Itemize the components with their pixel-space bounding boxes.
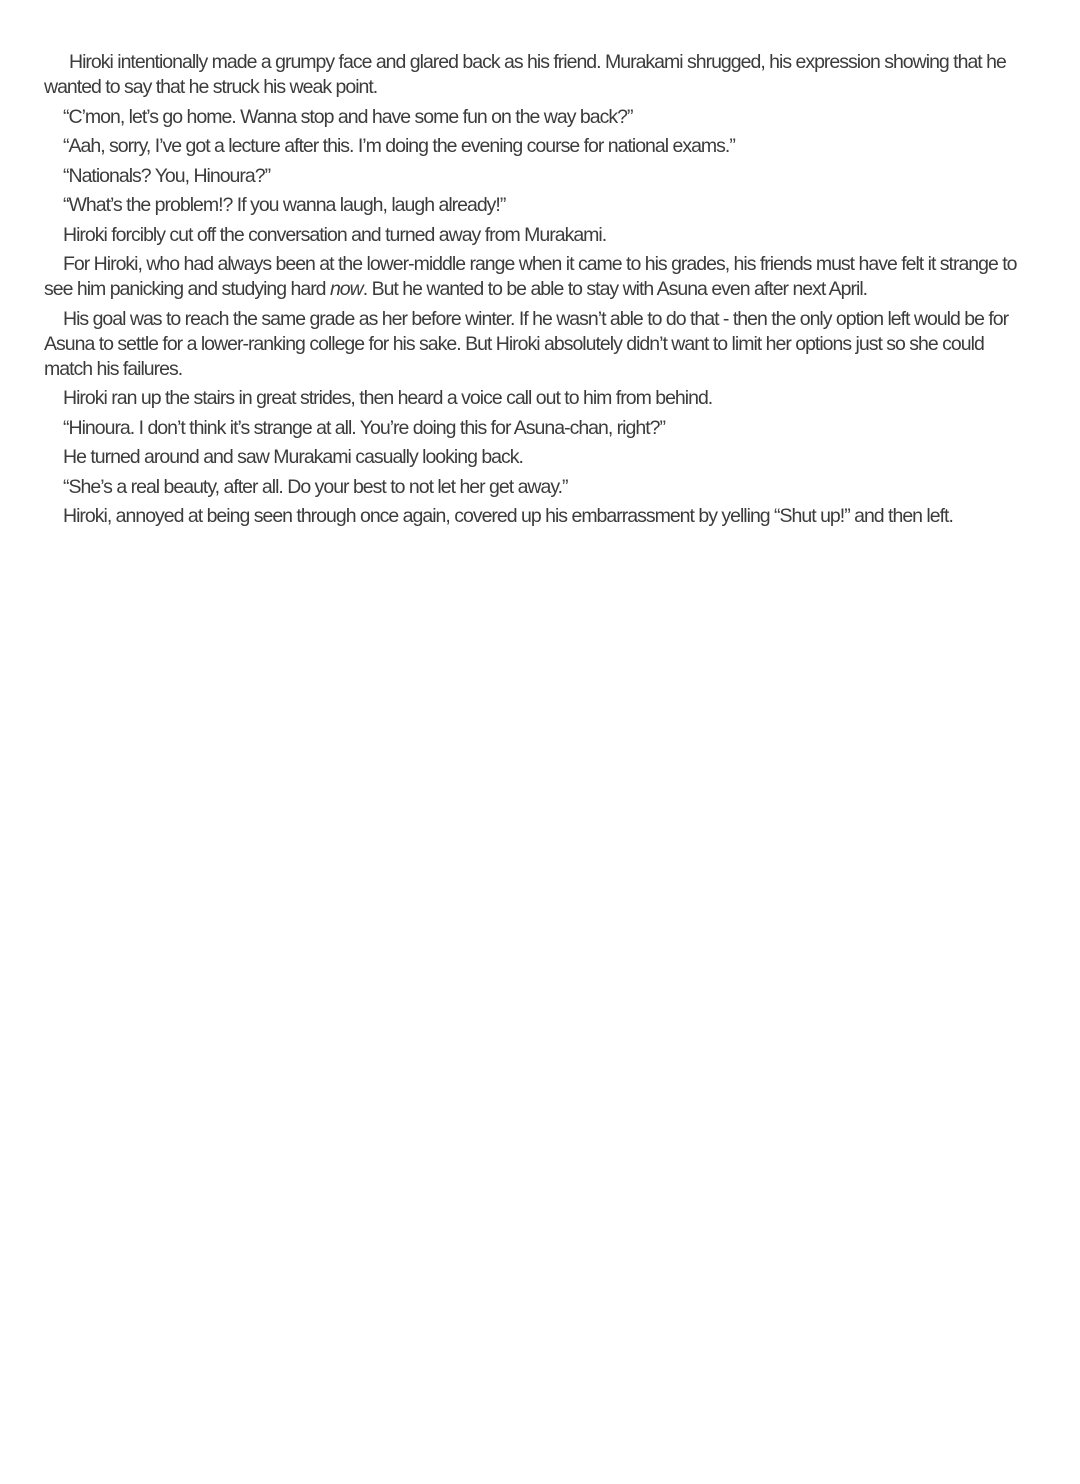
narration-paragraph-1: Hiroki intentionally made a grumpy face and glared back as his friend. Murakami shrugged, his expression showing that he wanted to say that he struck his weak point. xyxy=(44,51,1006,98)
narration-paragraph-6: He turned around and saw Murakami casually looking back. xyxy=(63,446,523,468)
narration-paragraph-4: His goal was to reach the same grade as her before winter. If he wasn’t able to do that - then the only option left would be for Asuna to settle for a lower-ranking college for his sake. But Hiroki absolutely didn’t want to limit her options just so she could match his failures. xyxy=(44,307,1009,380)
narration-paragraph-7: Hiroki, annoyed at being seen through once again, covered up his embarrassment by yelling “Shut up!” and then left. xyxy=(63,505,953,527)
dialogue-line-5: “Hinoura. I don’t think it’s strange at all. You’re doing this for Asuna-chan, right?” xyxy=(63,416,665,439)
italic-emphasis-word: now xyxy=(329,278,363,300)
narration-paragraph-2: Hiroki forcibly cut off the conversation and turned away from Murakami. xyxy=(63,223,607,246)
narration-paragraph-3-before-italic: For Hiroki, who had always been at the lower-middle range when it came to his grades, his friends must have felt it strange to see him panicking and studying hard xyxy=(44,253,1017,300)
story-text-block xyxy=(44,50,1036,534)
dialogue-line-1: “C’mon, let’s go home. Wanna stop and have some fun on the way back?” xyxy=(63,105,633,128)
dialogue-line-3: “Nationals? You, Hinoura?” xyxy=(63,164,271,187)
dialogue-line-6: “She’s a real beauty, after all. Do your best to not let her get away.” xyxy=(63,475,568,498)
narration-paragraph-5: Hiroki ran up the stairs in great strides, then heard a voice call out to him from behind. xyxy=(63,387,713,409)
dialogue-line-4: “What’s the problem!? If you wanna laugh, laugh already!” xyxy=(63,194,506,216)
narration-paragraph-3-after-italic: . But he wanted to be able to stay with Asuna even after next April. xyxy=(362,278,868,300)
dialogue-line-2: “Aah, sorry, I’ve got a lecture after this. I’m doing the evening course for national exams.” xyxy=(63,135,735,157)
narration-paragraph-3 xyxy=(44,252,1036,302)
